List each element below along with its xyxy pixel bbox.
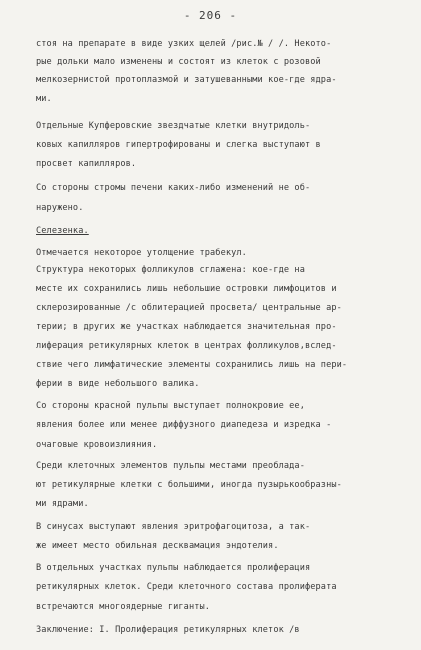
text-line: месте их сохранились лишь небольшие островки лимфоцитов и [36,284,337,294]
text-line: склерозированные /с облитерацией просвета/ центральные ар- [36,303,342,313]
text-line: явления более или менее диффузного диапедеза и изредка - [36,420,332,430]
text-line: ют ретикулярные клетки с большими, иногда пузырькообразны- [36,480,342,490]
text-line: ферии в виде небольшого валика. [36,379,200,389]
section-heading: Селезенка. [36,226,89,236]
text-line: встречаются многоядерные гиганты. [36,602,211,612]
page-number: - 206 - [183,9,238,22]
text-line: Отдельные Купферовские звездчатые клетки внутридоль- [36,121,311,131]
text-line: ми ядрами. [36,499,89,509]
text-line: Со стороны красной пульпы выступает полнокровие ее, [36,401,305,411]
text-line: ретикулярных клеток. Среди клеточного состава пролиферата [36,582,337,592]
text-line: терии; в других же участках наблюдается значительная про- [36,322,337,332]
text-line: В отдельных участках пульпы наблюдается пролиферация [36,563,311,573]
text-line: Отмечается некоторое утолщение трабекул. [36,248,247,258]
text-line: мелкозернистой протоплазмой и затушеванными кое-где ядра- [36,75,337,85]
text-line: очаговые кровоизлияния. [36,440,158,450]
text-line: Со стороны стромы печени каких-либо изменений не об- [36,183,311,193]
text-line: ми. [36,94,52,104]
text-line: ковых капилляров гипертрофированы и слегка выступают в [36,140,321,150]
text-line: рые дольки мало изменены и состоят из клеток с розовой [36,57,321,67]
text-line: просвет капилляров. [36,159,137,169]
text-line: ствие чего лимфатические элементы сохранились лишь на пери- [36,360,348,370]
text-line: стоя на препарате в виде узких щелей /рис.№ / /. Некото- [36,39,332,49]
text-line: Структура некоторых фолликулов сглажена: кое-где на [36,265,305,275]
text-line: Среди клеточных элементов пульпы местами преоблада- [36,461,305,471]
text-line: же имеет место обильная десквамация эндотелия. [36,541,279,551]
text-line: лиферация ретикулярных клеток в центрах фолликулов,вслед- [36,341,337,351]
text-line: наружено. [36,203,84,213]
text-line: Заключение: I. Пролиферация ретикулярных клеток /в [36,625,300,635]
text-line: В синусах выступают явления эритрофагоцитоза, а так- [36,522,311,532]
